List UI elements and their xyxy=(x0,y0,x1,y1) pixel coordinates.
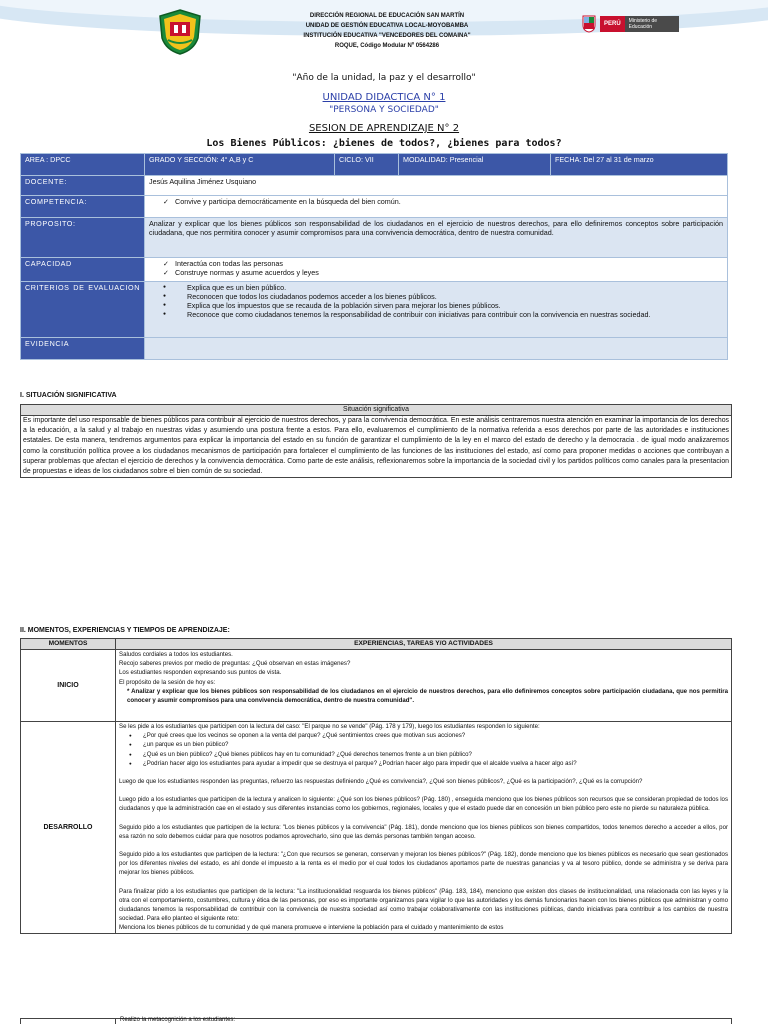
header-line-1: DIRECCIÓN REGIONAL DE EDUCACIÓN SAN MARTÍN xyxy=(309,13,465,19)
ministry-label: Ministerio de Educación xyxy=(625,16,679,32)
grado-cell: GRADO Y SECCIÓN: 4° A,B y C xyxy=(145,154,335,176)
capacidad-item: ✓ Interactúa con todas las personas xyxy=(149,259,723,268)
desarrollo-paragraph: Seguido pido a los estudiantes que participen de la lectura: "¿Con que recursos se generan, conservan y mejoran los bienes públicos?" (Pág. 182), donde menciono que los bienes públicos es necesario que sean gestionados por los diferentes niveles del estado, es ahí donde el impuesto a la renta es el medio por el cual todos los ciudadanos aportamos parte de nuestras ganancias y va al tesoro público, donde se administra y se deriva para mejorar los bienes públicos. xyxy=(119,851,728,877)
situacion-significativa-box xyxy=(20,404,732,478)
criterio-item: ● Reconocen que todos los ciudadanos podemos acceder a los bienes públicos. xyxy=(149,292,723,301)
session-title: SESION DE APRENDIZAJE N° 2 xyxy=(308,123,460,134)
header-line-2: UNIDAD DE GESTIÓN EDUCATIVA LOCAL-MOYOBAMBA xyxy=(305,23,469,29)
desarrollo-content xyxy=(116,722,732,934)
capacidad-item: ✓ Construye normas y asume acuerdos y leyes xyxy=(149,268,723,277)
ciclo-cell: CICLO: VII xyxy=(335,154,399,176)
session-info-table xyxy=(20,153,728,360)
page-title: Los Bienes Públicos: ¿bienes de todos?, ¿bienes para todos? xyxy=(206,138,562,149)
situacion-header: Situación significativa xyxy=(21,405,731,416)
moments-table xyxy=(20,638,732,934)
question-item: ● ¿Qué es un bien público? ¿Qué bienes públicos hay en tu comunidad? ¿Qué derechos tenemos frente a un bien público? xyxy=(119,750,728,759)
question-item: ● ¿Por qué crees que los vecinos se oponen a la venta del parque? ¿Qué sentimientos crees que motivan sus acciones? xyxy=(119,731,728,740)
header-line-4: ROQUE, Código Modular Nº 0564286 xyxy=(334,43,440,49)
inicio-line: Saludos cordiales a todos los estudiantes. xyxy=(119,651,233,658)
section-1-title: I. SITUACIÓN SIGNIFICATIVA xyxy=(20,392,117,399)
inicio-content xyxy=(116,650,732,722)
evidencia-value xyxy=(145,338,728,360)
competencia-value xyxy=(145,196,728,218)
col-experiencias: EXPERIENCIAS, TAREAS Y/O ACTIVIDADES xyxy=(116,639,732,650)
docente-label: DOCENTE: xyxy=(21,176,145,196)
inicio-purpose: * Analizar y explicar que los bienes públicos son responsabilidad de los ciudadanos en el ejercicio de nuestros derechos, para ello definiremos conceptos sobre participación ciudadana, que nos permitira conocer y asumir compromisos para una convivencia democrática, dentro de nuestra comunidad". xyxy=(127,687,728,705)
desarrollo-intro: Se les pide a los estudiantes que participen con la lectura del caso: "El parque no se vende" (Pág. 178 y 179), luego los estudiantes responden lo siguiente: xyxy=(119,723,540,730)
school-crest-icon xyxy=(156,8,204,56)
question-item: ● ¿Podrían hacer algo los estudiantes para ayudar a impedir que se destruya el parque? ¿Podrían hacer algo para impedir que el alcalde vuelva a hacer algo así? xyxy=(119,759,728,768)
desarrollo-paragraph: Seguido pido a los estudiantes que participen de la lectura: "Los bienes públicos y la convivencia" (Pág. 181), donde menciono que los bienes públicos son bienes compartidos, todos tenemos derecho a acceder a ellos, por esa razón no solo debemos cuidar para que nosotros podamos aprovecharlo, sino que las demás personas también tengan acceso. xyxy=(119,823,728,840)
inicio-line: El propósito de la sesión de hoy es: xyxy=(119,678,216,686)
inicio-label: INICIO xyxy=(21,650,116,722)
proposito-label: PROPOSITO: xyxy=(21,218,145,258)
criterios-value xyxy=(145,282,728,338)
desarrollo-paragraph: Menciona los bienes públicos de tu comunidad y de qué manera promueve e interviene la población para el cuidado y mantenimiento de estos xyxy=(119,924,504,932)
capacidad-value xyxy=(145,258,728,282)
capacidad-label: CAPACIDAD xyxy=(21,258,145,282)
section-2-title: II. MOMENTOS, EXPERIENCIAS Y TIEMPOS DE APRENDIZAJE: xyxy=(20,627,230,634)
desarrollo-paragraph: Luego de que los estudiantes responden las preguntas, refuerzo las respuestas definiendo ¿Qué es convivencia?, ¿Qué son bienes públicos?, ¿Qué es la participación?, ¿Qué es la corrupción? xyxy=(119,778,643,786)
question-item: ● ¿un parque es un bien público? xyxy=(119,740,728,749)
criterio-item: ● Explica que los impuestos que se recauda de la población sirven para mejorar los bienes públicos. xyxy=(149,301,723,310)
modalidad-cell: MODALIDAD: Presencial xyxy=(399,154,551,176)
criterio-item: ● Explica que es un bien público. xyxy=(149,283,723,292)
year-quote: "Año de la unidad, la paz y el desarrollo" xyxy=(292,73,476,83)
inicio-line: Recojo saberes previos por medio de preguntas: ¿Qué observan en estas imágenes? xyxy=(119,660,351,668)
header-line-3: INSTITUCIÓN EDUCATIVA "VENCEDORES DEL COMAINA" xyxy=(303,33,471,39)
desarrollo-paragraph: Para finalizar pido a los estudiantes que participen de la lectura: "La institucionalidad resguarda los bienes públicos" (Pág. 183, 184), menciono que existen dos clases de institucionalidad, una relacionada con las leyes y la otra con el comportamiento, costumbres, cultura y ética de las personas, por eso es importante organizamos para vigilar lo que las autoridades y los demás funcionarios hacen con los bienes públicos que administran y como ciudadanos tenemos la responsabilidad de contribuir con la convivencia de nuestra sociedad así como trabajar colaborativamente con las instituciones públicas, dando iniciativas para contribuir a los cambios de nuestra sociedad. Para ello planteo el siguiente reto: xyxy=(119,887,728,923)
criterio-item: ● Reconoce que como ciudadanos tenemos la responsabilidad de contribuir con iniciativas para contribuir con la convivencia en nuestras sociedad. xyxy=(149,310,723,319)
proposito-value: Analizar y explicar que los bienes públicos son responsabilidad de los ciudadanos en el ejercicio de nuestros derechos, para ello definiremos conceptos sobre participación ciudadana, que nos permitira conocer y asumir compromisos para una convivencia democrática, dentro de nuestra comunidad. xyxy=(145,218,728,258)
cierre-row xyxy=(20,1018,732,1024)
desarrollo-paragraph: Luego pido a los estudiantes que participen de la lectura y analicen lo siguiente: ¿Qué son los bienes públicos? (Pág. 180) , enseguida menciono que los bienes públicos son recursos que se consideran propiedad de todos los ciudadanos y que la administración cae en el estado y sus diferentes instancias como los gobiernos, regionales, locales y que el estado puede dar en concesión un bien público pero este no pierde su naturaleza pública. xyxy=(119,796,728,813)
institution-header xyxy=(222,11,552,51)
peru-shield-icon xyxy=(582,15,596,33)
situacion-text: Es importante del uso responsable de bienes públicos para contribuir al ejercicio de nuestros derechos, y para la convivencia democrática. En este análisis centraremos nuestra atención en examinar la importancia de los derechos a la educación, a la salud y al trabajo en nuestras vidas y asumiendo una postura frente a estos. Para ello, evaluaremos el cumplimiento de la normativa referida a esos derechos por parte de las autoridades e instituciones estatales. De esta manera, tendremos argumentos para explicar la importancia del estado en su función de garantizar el cumplimiento de la ley en el marco del estado de derecho y la democracia . de igual modo analizaremos como la constitución política provee a los ciudadanos mecanismos de participación para fortalecer el cumplimiento de las funciones de las instituciones del estado, así como para proponer medidas o acciones que contribuyan a superar problemas que afectan el ejercicio de derechos y la convivencia democrática. Como parte de este análisis, reflexionaremos sobre la importancia de la sociedad civil y los partidos políticos como canales para la presentacion de propuestas e ideas de los ciudadanos sobre el bien común de su sociedad. xyxy=(23,417,729,476)
cierre-text: Realizo la metacognición a los estudiantes: xyxy=(120,1017,236,1023)
docente-value: Jesús Aquilina Jiménez Usquiano xyxy=(145,176,728,196)
persona-title: "PERSONA Y SOCIEDAD" xyxy=(329,105,439,115)
criterios-label: CRITERIOS DE EVALUACION xyxy=(21,282,145,338)
col-momentos: MOMENTOS xyxy=(21,639,116,650)
competencia-item: ✓ Convive y participa democráticamente en la búsqueda del bien común. xyxy=(149,197,723,206)
cierre-label xyxy=(21,1019,116,1024)
fecha-cell: FECHA: Del 27 al 31 de marzo xyxy=(551,154,728,176)
inicio-line: Los estudiantes responden expresando sus puntos de vista. xyxy=(119,669,282,677)
peru-ministry-logo xyxy=(582,13,679,35)
unit-title: UNIDAD DIDACTICA N° 1 xyxy=(322,92,446,103)
evidencia-label: EVIDENCIA xyxy=(21,338,145,360)
title-block xyxy=(0,72,768,152)
competencia-label: COMPETENCIA: xyxy=(21,196,145,218)
desarrollo-label: DESARROLLO xyxy=(21,722,116,934)
peru-label: PERÚ xyxy=(600,16,625,32)
area-cell: AREA : DPCC xyxy=(21,154,145,176)
